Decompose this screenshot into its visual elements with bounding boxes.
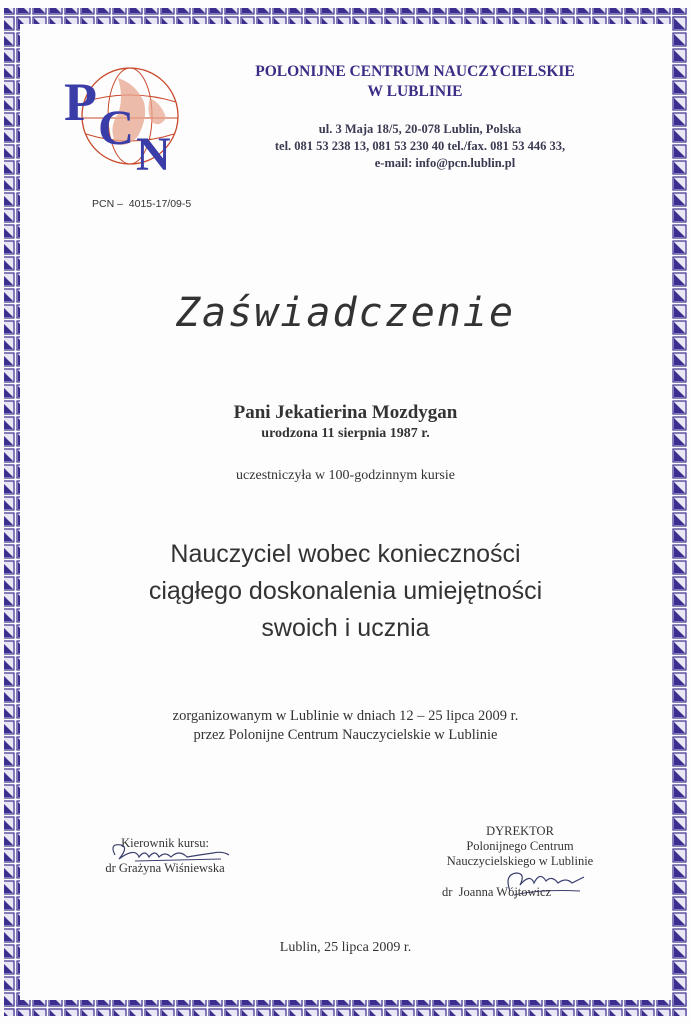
email: e-mail: info@pcn.lublin.pl: [374, 156, 516, 170]
signature-right: [420, 824, 620, 903]
address: ul. 3 Maja 18/5, 20-078 Lublin, Polska: [318, 122, 522, 136]
recipient-birth: urodzona 11 sierpnia 1987 r.: [261, 426, 430, 441]
pcn-logo: [58, 58, 188, 178]
course-title-line1: Nauczyciel wobec konieczności: [170, 540, 521, 568]
svg-text:N: N: [136, 128, 171, 178]
org-name-line1: POLONIJNE CENTRUM NAUCZYCIELSKIE: [255, 63, 575, 80]
phones: tel. 081 53 238 13, 081 53 230 40 tel./fax. 081 53 446 33,: [274, 139, 566, 153]
course-leader-name: dr Grażyna Wiśniewska: [105, 861, 225, 875]
course-title-line2: ciągłego doskonalenia umiejętności: [148, 577, 543, 605]
organized-line1: zorganizowanym w Lublinie w dniach 12 – 25 lipca 2009 r.: [172, 708, 519, 724]
director-org-line1: Polonijnego Centrum: [466, 839, 574, 853]
director-name: dr Joanna Wójtowicz: [442, 885, 552, 899]
recipient-name: Pani Jekatierina Mozdygan: [233, 402, 458, 423]
course-title-line3: swoich i ucznia: [261, 614, 430, 642]
participation-text: uczestniczyła w 100-godzinnym kursie: [236, 468, 455, 483]
svg-text:C: C: [98, 99, 135, 155]
issue-place-date: Lublin, 25 lipca 2009 r.: [279, 940, 412, 955]
course-leader-label: Kierownik kursu:: [121, 836, 209, 850]
director-label: DYREKTOR: [486, 824, 554, 838]
director-org-line2: Nauczycielskiego w Lublinie: [446, 854, 594, 868]
logo-letters: P: [64, 72, 97, 132]
signature-left: [80, 836, 250, 876]
document-title: Zaświadczenie: [175, 290, 516, 336]
org-name-line2: W LUBLINIE: [367, 83, 463, 100]
reference-number: PCN – 4015-17/09-5: [92, 198, 192, 210]
organized-line2: przez Polonijne Centrum Nauczycielskie w Lublinie: [193, 727, 498, 743]
